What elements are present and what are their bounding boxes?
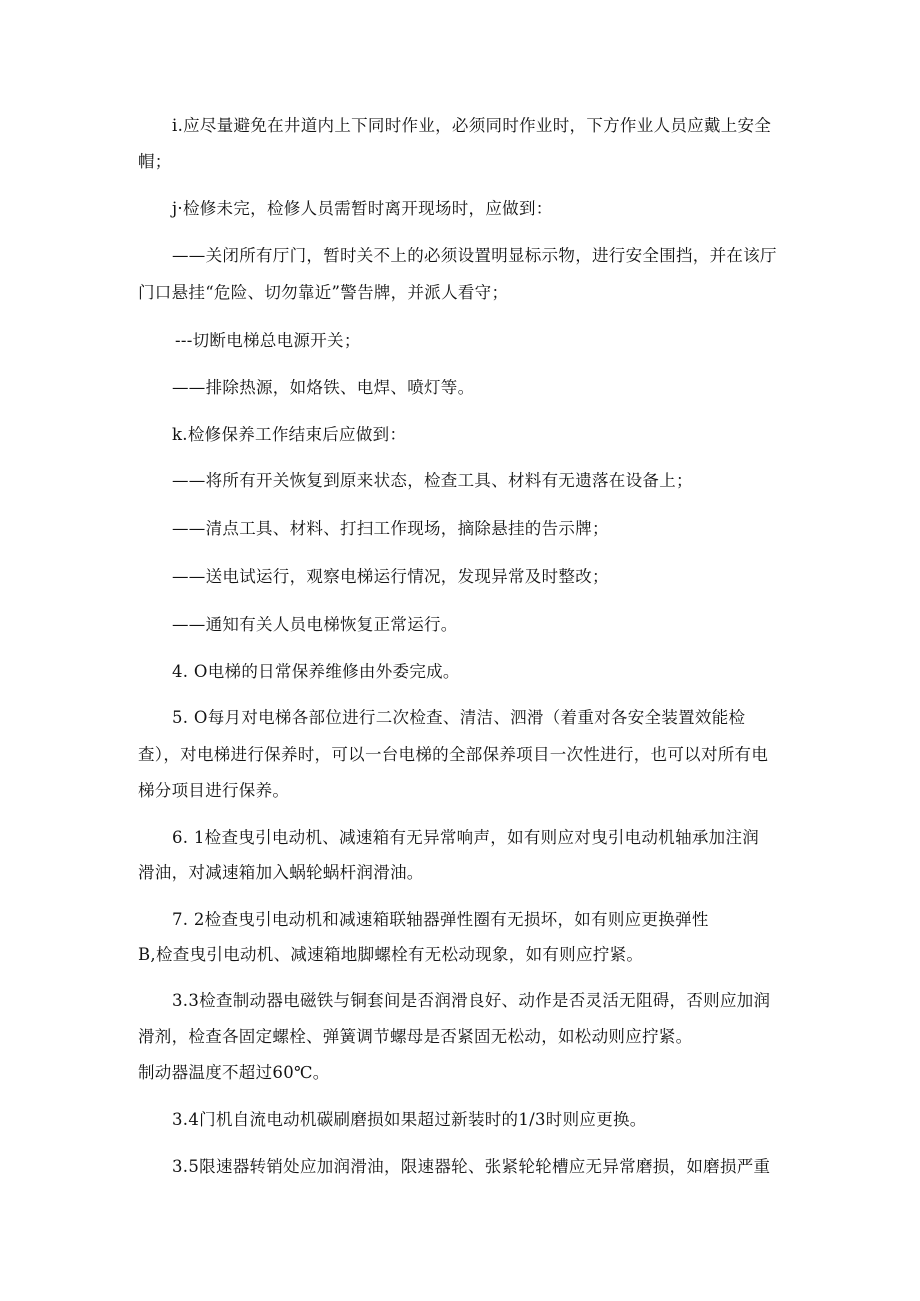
- text-line: 梯分项目进行保养。: [138, 781, 290, 800]
- text-line: j·检修未完，检修人员需暂时离开现场时，应做到：: [172, 199, 553, 218]
- text-line: ——将所有开关恢复到原来状态，检查工具、材料有无遗落在设备上；: [172, 471, 693, 490]
- text-line: ---切断电梯总电源开关；: [175, 331, 361, 350]
- text-line: 查），对电梯进行保养时，可以一台电梯的全部保养项目一次性进行，也可以对所有电: [138, 745, 769, 764]
- text-line: 3.5限速器转销处应加润滑油，限速器轮、张紧轮轮槽应无异常磨损，如磨损严重: [172, 1157, 771, 1176]
- text-line: 3.3检查制动器电磁铁与铜套间是否润滑良好、动作是否灵活无阻碍，否则应加润: [172, 991, 771, 1010]
- text-line: ——送电试运行，观察电梯运行情况，发现异常及时整改；: [172, 567, 609, 586]
- text-line: i.应尽量避免在井道内上下同时作业，必须同时作业时，下方作业人员应戴上安全: [172, 116, 772, 135]
- text-line: B,检查曳引电动机、减速箱地脚螺栓有无松动现象，如有则应拧紧。: [138, 945, 644, 964]
- text-line: 3.4门机自流电动机碳刷磨损如果超过新装时的1/3时则应更换。: [172, 1110, 647, 1129]
- text-line: ——通知有关人员电梯恢复正常运行。: [172, 615, 458, 634]
- text-line: 滑剂，检查各固定螺栓、弹簧调节螺母是否紧固无松动，如松动则应拧紧。: [138, 1027, 693, 1046]
- text-line: 滑油，对减速箱加入蜗轮蜗杆润滑油。: [138, 863, 424, 882]
- text-line: 6. 1检查曳引电动机、减速箱有无异常响声，如有则应对曳引电动机轴承加注润: [172, 828, 760, 847]
- text-line: k.检修保养工作结束后应做到：: [172, 425, 407, 444]
- text-line: ——关闭所有厅门，暂时关不上的必须设置明显标示物，进行安全围挡，并在该厅: [172, 246, 777, 265]
- text-line: 4. O电梯的日常保养维修由外委完成。: [172, 662, 460, 681]
- text-line: ——排除热源，如烙铁、电焊、喷灯等。: [172, 378, 475, 397]
- text-line: 7. 2检查曳引电动机和减速箱联轴器弹性圈有无损坏，如有则应更换弹性: [172, 910, 709, 929]
- text-line: 5. O每月对电梯各部位进行二次检查、清洁、泗滑（着重对各安全装置效能检: [172, 708, 746, 727]
- text-line: 制动器温度不超过60℃。: [138, 1063, 330, 1082]
- text-line: 门口悬挂“危险、切勿靠近”警告牌，并派人看守；: [138, 283, 509, 302]
- text-line: 帽；: [138, 152, 172, 171]
- text-line: ——清点工具、材料、打扫工作现场，摘除悬挂的告示牌；: [172, 519, 609, 538]
